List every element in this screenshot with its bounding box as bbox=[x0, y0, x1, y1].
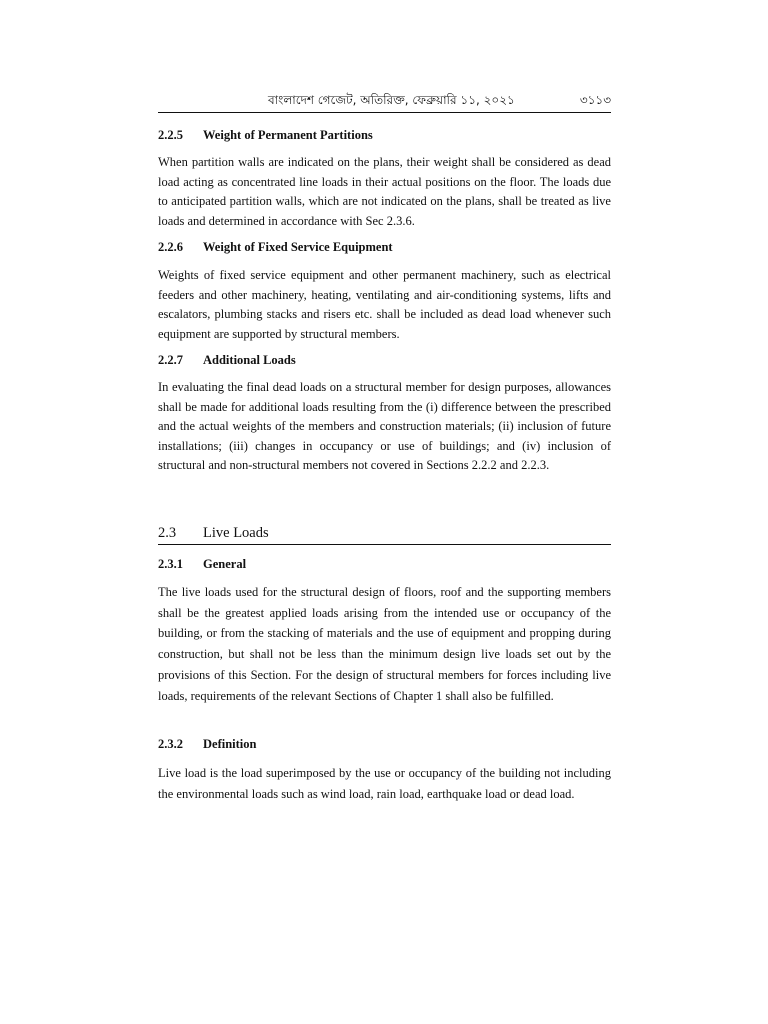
section-number: 2.3 bbox=[158, 525, 177, 541]
heading-number: 2.3.1 bbox=[158, 557, 183, 571]
paragraph-2-2-7: In evaluating the final dead loads on a structural member for design purposes, allowances shall be made for additional loads resulting from the (i) difference between the prescribed and the actual weights of the members and construction materials; (ii) inclusion of future installations; (iii) changes in occupancy or use of buildings; and (iv) inclusion of structural and non-structural members not covered in Sections 2.2.2 and 2.2.3. bbox=[158, 380, 611, 472]
paragraph-2-3-1: The live loads used for the structural design of floors, roof and the supporting members shall be the greatest applied loads arising from the intended use or occupancy of the building, or from the stacking of materials and the use of equipment and propping during construction, but shall not be less than the minimum design live loads set out by the provisions of this Section. For the design of structural members for forces including live loads, requirements of the relevant Sections of Chapter 1 shall also be fulfilled. bbox=[158, 585, 611, 703]
paragraph-2-2-5: When partition walls are indicated on the plans, their weight shall be considered as dead load acting as concentrated line loads in their actual positions on the floor. The loads due to anticipated partition walls, which are not indicated on the plans, shall be treated as live loads and determined in accordance with Sec 2.3.6. bbox=[158, 155, 611, 228]
heading-2-2-6 bbox=[158, 239, 611, 255]
heading-title: Weight of Permanent Partitions bbox=[203, 128, 373, 142]
heading-number: 2.2.7 bbox=[158, 353, 183, 367]
heading-2-2-5 bbox=[158, 127, 611, 143]
heading-title: General bbox=[203, 557, 247, 571]
section-heading-2-3 bbox=[158, 524, 611, 545]
heading-title: Additional Loads bbox=[203, 353, 296, 367]
paragraph-2-3-2: Live load is the load superimposed by the use or occupancy of the building not including the environmental loads such as wind load, rain load, earthquake load or dead load. bbox=[158, 766, 611, 801]
running-header bbox=[158, 92, 611, 113]
heading-2-3-2 bbox=[158, 736, 611, 752]
heading-title: Definition bbox=[203, 737, 257, 751]
heading-2-3-1 bbox=[158, 556, 611, 572]
heading-title: Weight of Fixed Service Equipment bbox=[203, 240, 393, 254]
paragraph-2-2-6: Weights of fixed service equipment and other permanent machinery, such as electrical feeders and other machinery, heating, ventilating and air-conditioning systems, lifts and escalators, plumbing stacks and risers etc. shall be included as dead load whenever such equipment are supported by structural members. bbox=[158, 268, 611, 341]
heading-number: 2.2.6 bbox=[158, 240, 183, 254]
heading-number: 2.3.2 bbox=[158, 737, 183, 751]
page-number: ৩১১৩ bbox=[579, 93, 611, 107]
section-title: Live Loads bbox=[203, 525, 269, 541]
heading-number: 2.2.5 bbox=[158, 128, 183, 142]
gazette-title: বাংলাদেশ গেজেট, অতিরিক্ত, ফেব্রুয়ারি ১১, ২০২১ bbox=[268, 93, 515, 107]
heading-2-2-7 bbox=[158, 352, 611, 368]
